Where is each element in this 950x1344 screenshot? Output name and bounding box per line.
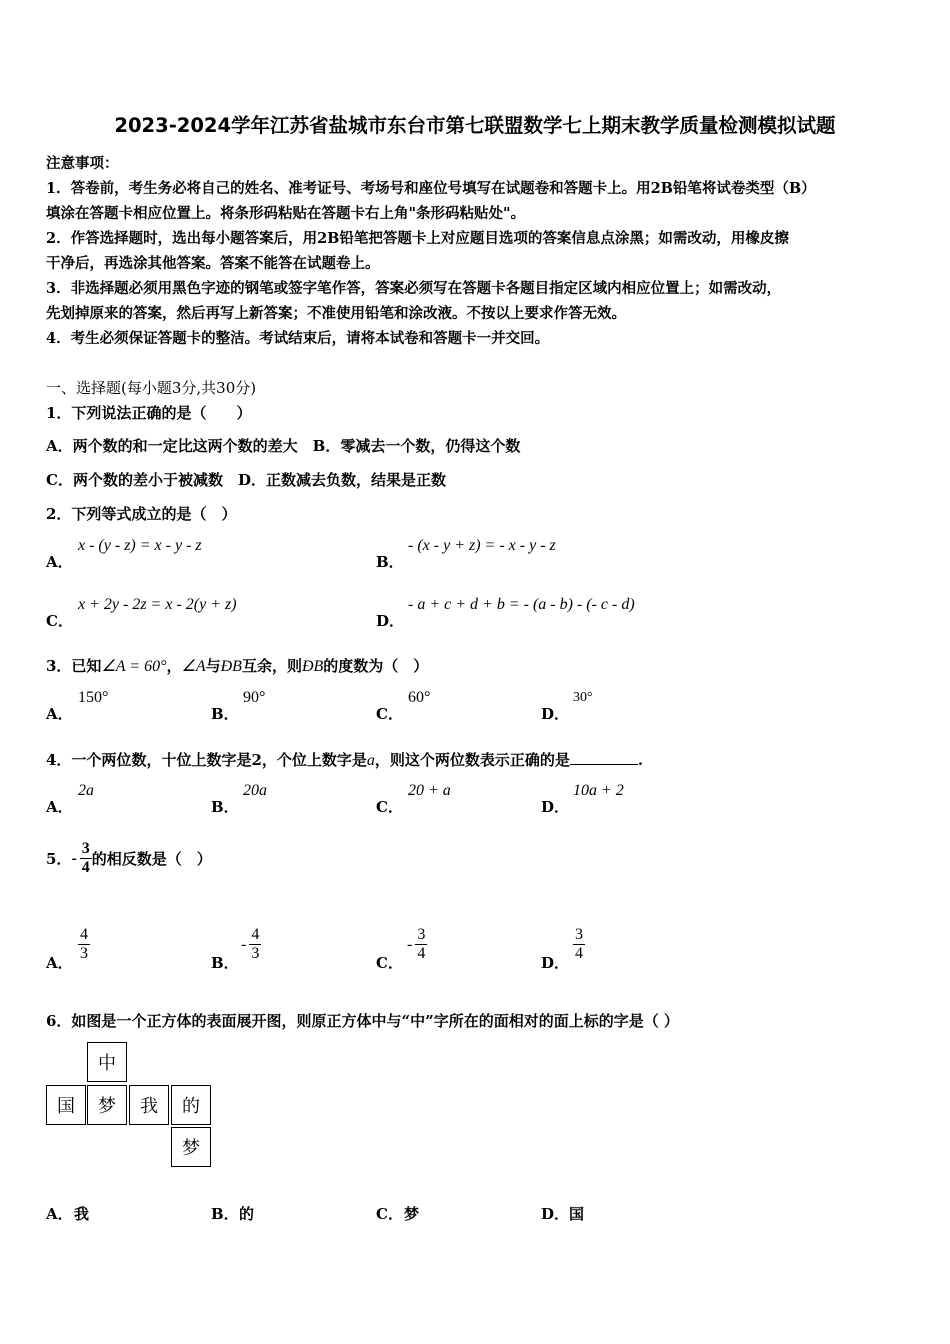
- q3-stem-mid3: 互余，则: [241, 657, 302, 675]
- q5-stem-post: 的相反数是（ ）: [91, 850, 212, 868]
- q6-option-b: 的: [239, 1205, 255, 1223]
- fraction: [415, 926, 427, 963]
- net-cell-guo: 国: [46, 1085, 86, 1125]
- fraction-numerator: 4: [251, 926, 260, 943]
- option-label-a: A．: [46, 798, 73, 816]
- net-cell-zhong: 中: [87, 1042, 127, 1082]
- option-label-b: B．: [211, 705, 239, 723]
- fraction-numerator: 4: [80, 926, 88, 943]
- option-label-c: C．: [376, 954, 403, 972]
- option-label-b: B．: [211, 798, 239, 816]
- q5-option-c: [407, 926, 427, 963]
- q5-option-b: [241, 926, 261, 963]
- question-6-stem: 6．如图是一个正方体的表面展开图，则原正方体中与“中”字所在的面相对的面上标的字是（ ）: [46, 1012, 679, 1030]
- q2-option-b: - (x - y + z) = - x - y - z: [408, 537, 556, 554]
- option-label-d: D．: [541, 1205, 570, 1223]
- q2-option-c: x + 2y - 2z = x - 2(y + z): [78, 596, 237, 613]
- fraction: [573, 926, 585, 963]
- option-label-a: A．: [46, 954, 73, 972]
- option-label-c: C．: [376, 705, 403, 723]
- q5-option-d: [573, 926, 585, 963]
- net-cell-meng-2: 梦: [171, 1127, 211, 1167]
- option-label-a: A．: [46, 553, 73, 571]
- q3-expr-b: ÐB: [220, 658, 242, 675]
- q6-option-c: 梦: [404, 1205, 420, 1223]
- q2-option-d: - a + c + d + b = - (a - b) - (- c - d): [408, 596, 635, 613]
- fraction-denominator: 4: [81, 859, 90, 876]
- minus-sign: -: [241, 935, 247, 953]
- q3-stem-mid: ，: [166, 657, 182, 675]
- option-label-d: D．: [376, 612, 405, 630]
- q4-option-a: 2a: [78, 782, 94, 799]
- notice-line: 2．作答选择题时，选出每小题答案后，用2B铅笔把答题卡上对应题目选项的答案信息点涂黑；如需改动，用橡皮擦: [46, 230, 789, 247]
- net-cell-de: 的: [171, 1085, 211, 1125]
- notice-heading: 注意事项：: [46, 155, 119, 172]
- fraction: [249, 926, 261, 963]
- notice-line: 先划掉原来的答案，然后再写上新答案；不准使用铅笔和涂改液。不按以上要求作答无效。: [46, 305, 626, 322]
- fraction-numerator: 3: [81, 840, 90, 857]
- net-cell-meng: 梦: [87, 1085, 127, 1125]
- q6-option-d: 国: [569, 1205, 585, 1223]
- q5-minus: -: [71, 849, 77, 867]
- notice-line: 1．答卷前，考生务必将自己的姓名、准考证号、考场号和座位号填写在试题卷和答题卡上。用2B铅笔将试卷类型（B）: [46, 180, 816, 197]
- notice-line: 3．非选择题必须用黑色字迹的钢笔或签字笔作答，答案必须写在答题卡各题目指定区域内相应位置上；如需改动，: [46, 280, 782, 297]
- option-label-c: C．: [46, 612, 73, 630]
- q6-option-a: 我: [74, 1205, 90, 1223]
- q3-option-b: 90°: [243, 689, 266, 706]
- q4-option-c: 20 + a: [408, 782, 451, 799]
- q3-option-d: 30°: [573, 690, 593, 705]
- q4-stem-post: ，则这个两位数表示正确的是: [374, 751, 570, 769]
- question-3-stem: [46, 655, 428, 676]
- q5-number: 5．: [46, 850, 72, 868]
- q3-option-a: 150°: [78, 689, 109, 706]
- option-label-c: C．: [376, 798, 403, 816]
- q3-expr-angle-a: ∠A = 60°: [101, 658, 167, 675]
- option-label-c: C．: [376, 1205, 403, 1223]
- minus-sign: -: [407, 935, 413, 953]
- q5-option-a: [78, 926, 90, 963]
- net-cell-wo: 我: [129, 1085, 169, 1125]
- q4-stem-end: .: [637, 751, 644, 769]
- fraction-numerator: 3: [417, 926, 426, 943]
- q3-expr-b2: ÐB: [301, 658, 324, 675]
- fraction-denominator: 4: [417, 945, 426, 962]
- option-label-d: D．: [541, 705, 570, 723]
- q4-option-d: 10a + 2: [573, 782, 624, 799]
- notice-line: 填涂在答题卡相应位置上。将条形码粘贴在答题卡右上角"条形码粘贴处"。: [46, 205, 526, 222]
- q4-var: a: [366, 752, 375, 769]
- option-label-b: B．: [376, 553, 404, 571]
- question-4-stem: [46, 749, 643, 770]
- notice-line: 干净后，再选涂其他答案。答案不能答在试题卷上。: [46, 255, 380, 272]
- option-label-a: A．: [46, 1205, 73, 1223]
- q4-stem-pre: 4．一个两位数，十位上数字是2，个位上数字是: [46, 751, 367, 769]
- option-label-d: D．: [541, 954, 570, 972]
- question-5-stem: [46, 840, 212, 877]
- notice-line: 4．考生必须保证答题卡的整洁。考试结束后，请将本试卷和答题卡一并交回。: [46, 330, 550, 347]
- exam-title: 2023-2024学年江苏省盐城市东台市第七联盟数学七上期末教学质量检测模拟试题: [114, 114, 836, 137]
- q5-fraction: [80, 840, 92, 877]
- option-label-b: B．: [211, 954, 239, 972]
- fraction: [78, 926, 90, 963]
- q3-option-c: 60°: [408, 689, 431, 706]
- q3-expr-a: ∠A: [181, 658, 206, 675]
- option-label-d: D．: [541, 798, 570, 816]
- q3-stem-post: 的度数为（ ）: [323, 657, 429, 675]
- section-heading: 一、选择题(每小题3分,共30分): [46, 379, 257, 397]
- question-1-options-cd: C．两个数的差小于被减数 D．正数减去负数，结果是正数: [46, 471, 446, 489]
- question-1-options-ab: A．两个数的和一定比这两个数的差大 B．零减去一个数，仍得这个数: [46, 437, 521, 455]
- option-label-b: B．: [211, 1205, 239, 1223]
- q2-option-a: x - (y - z) = x - y - z: [78, 537, 202, 554]
- q4-option-b: 20a: [243, 782, 267, 799]
- q3-stem-pre: 3．已知: [46, 657, 102, 675]
- question-2-stem: 2．下列等式成立的是（ ）: [46, 505, 237, 523]
- option-label-a: A．: [46, 705, 73, 723]
- fraction-denominator: 3: [251, 945, 260, 962]
- fraction-denominator: 3: [80, 945, 88, 962]
- answer-blank: [570, 750, 638, 765]
- q3-stem-mid2: 与: [205, 657, 221, 675]
- fraction-denominator: 4: [575, 945, 583, 962]
- fraction-numerator: 3: [575, 926, 583, 943]
- question-1-stem: 1．下列说法正确的是（ ）: [46, 404, 252, 422]
